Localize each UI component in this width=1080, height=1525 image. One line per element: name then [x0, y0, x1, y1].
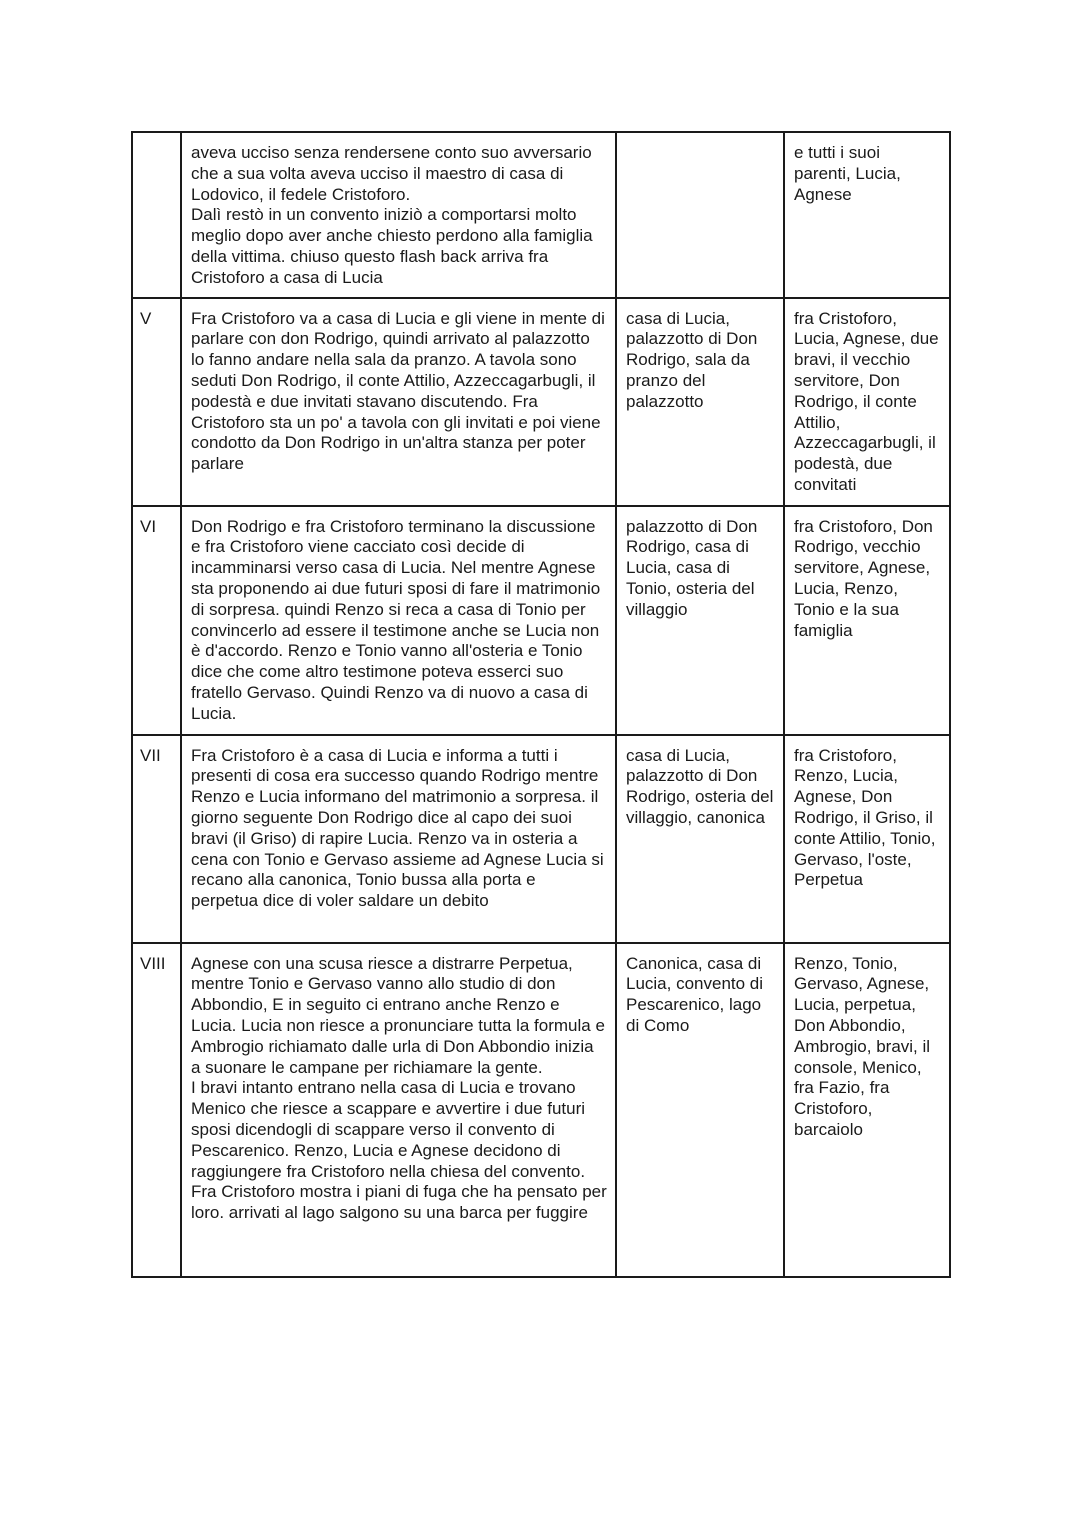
characters-text: fra Cristoforo, Lucia, Agnese, due bravi, il vecchio servitore, Don Rodrigo, il conte Attilio, Azzeccagarbugli, il podestà, due convitati [794, 308, 939, 494]
characters-cell [784, 506, 950, 735]
places-text: Canonica, casa di Lucia, convento di Pescarenico, lago di Como [626, 953, 764, 1035]
summary-cell [181, 943, 616, 1277]
places-cell [616, 298, 784, 506]
summary-text: Fra Cristoforo è a casa di Lucia e informa a tutti i presenti di cosa era successo quando Rodrigo mentre Renzo e Lucia informano del matrimonio a sorpresa. il giorno seguente Don Rodrigo dice al capo dei suoi bravi (il Griso) di rapire Lucia. Renzo va in osteria a cena con Tonio e Gervaso assieme ad Agnese Lucia si recano alla canonica, Tonio bussa alla porta e perpetua dice di voler saldare un debito [191, 745, 604, 911]
summary-cell [181, 298, 616, 506]
chapter-number: V [140, 308, 152, 328]
summary-text: Agnese con una scusa riesce a distrarre Perpetua, mentre Tonio e Gervaso vanno allo studio di don Abbondio, E in seguito ci entrano anche Renzo e Lucia. Lucia non riesce a pronunciare tutta la formula e Ambrogio richiamato dalle urla di Don Abbondio inizia a suonare le campane per richiamare la gente. I bravi intanto entrano nella casa di Lucia e trovano Menico che riesce a scappare e avvertire i due futuri sposi dicendogli di scappare verso il convento di Pescarenico. Renzo, Lucia e Agnese decidono di raggiungere fra Cristoforo nella chiesa del convento. Fra Cristoforo mostra i piani di fuga che ha pensato per loro. arrivati al lago salgono su una barca per fuggire [191, 953, 607, 1223]
chapter-number-cell [132, 132, 181, 298]
places-text: casa di Lucia, palazzotto di Don Rodrigo, sala da pranzo del palazzotto [626, 308, 758, 411]
summary-cell [181, 506, 616, 735]
places-cell [616, 506, 784, 735]
summary-cell [181, 132, 616, 298]
table-row [132, 506, 950, 735]
characters-cell [784, 735, 950, 943]
chapter-summary-table [131, 131, 951, 1278]
characters-text: fra Cristoforo, Renzo, Lucia, Agnese, Don Rodrigo, il Griso, il conte Attilio, Tonio, Gervaso, l'oste, Perpetua [794, 745, 936, 890]
characters-text: Renzo, Tonio, Gervaso, Agnese, Lucia, perpetua, Don Abbondio, Ambrogio, bravi, il console, Menico, fra Fazio, fra Cristoforo, barcaiolo [794, 953, 931, 1139]
summary-cell [181, 735, 616, 943]
summary-text: Don Rodrigo e fra Cristoforo terminano la discussione e fra Cristoforo viene cacciato così decide di incamminarsi verso casa di Lucia. Nel mentre Agnese sta proponendo ai due futuri sposi di fare il matrimonio di sorpresa. quindi Renzo si reca a casa di Tonio per convincerlo ad essere il testimone anche se Lucia non è d'accordo. Renzo e Tonio vanno all'osteria e Tonio dice che come altro testimone poteva esserci suo fratello Gervaso. Quindi Renzo va di nuovo a casa di Lucia. [191, 516, 601, 723]
chapter-number-cell [132, 943, 181, 1277]
table-row [132, 298, 950, 506]
table-row [132, 735, 950, 943]
chapter-number-cell [132, 506, 181, 735]
characters-text: fra Cristoforo, Don Rodrigo, vecchio servitore, Agnese, Lucia, Renzo, Tonio e la sua famiglia [794, 516, 933, 640]
summary-text: Fra Cristoforo va a casa di Lucia e gli viene in mente di parlare con don Rodrigo, quindi arrivato al palazzotto lo fanno andare nella sala da pranzo. A tavola sono seduti Don Rodrigo, il conte Attilio, Azzeccagarbugli, il podestà e due invitati stavano discutendo. Fra Cristoforo sta un po' a tavola con gli invitati e poi viene condotto da Don Rodrigo in un'altra stanza per poter parlare [191, 308, 605, 474]
places-cell [616, 943, 784, 1277]
places-cell [616, 132, 784, 298]
characters-cell [784, 298, 950, 506]
table-row [132, 943, 950, 1277]
table-row [132, 132, 950, 298]
places-cell [616, 735, 784, 943]
characters-cell [784, 132, 950, 298]
characters-text: e tutti i suoi parenti, Lucia, Agnese [794, 143, 901, 204]
chapter-number: VIII [140, 953, 166, 973]
characters-cell [784, 943, 950, 1277]
chapter-number-cell [132, 735, 181, 943]
summary-text: aveva ucciso senza rendersene conto suo avversario che a sua volta aveva ucciso il maestro di casa di Lodovico, il fedele Cristoforo. Dalì restò in un convento iniziò a comportarsi molto meglio dopo aver anche chiesto perdono alla famiglia della vittima. chiuso questo flash back arriva fra Cristoforo a casa di Lucia [191, 143, 593, 287]
chapter-number: VI [140, 516, 157, 536]
chapter-number-cell [132, 298, 181, 506]
places-text: palazzotto di Don Rodrigo, casa di Lucia, casa di Tonio, osteria del villaggio [626, 516, 758, 619]
places-text: casa di Lucia, palazzotto di Don Rodrigo, osteria del villaggio, canonica [626, 745, 774, 827]
chapter-number: VII [140, 745, 161, 765]
